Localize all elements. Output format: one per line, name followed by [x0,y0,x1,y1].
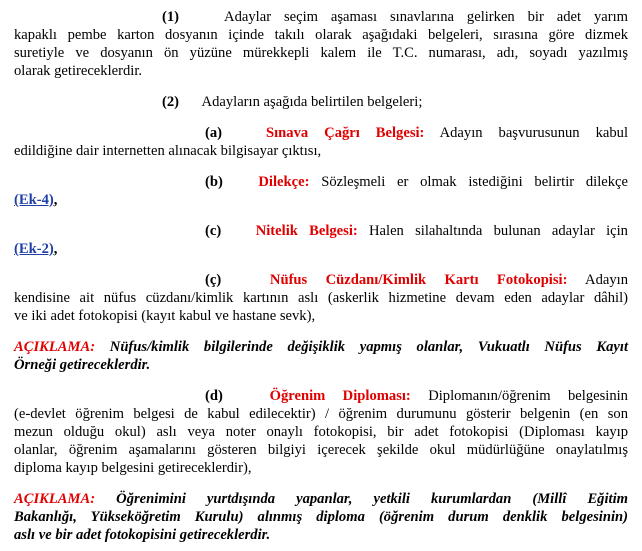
item-d-line-4: olanlar, öğrenim aşamalarını gösteren bilgiyi içerecek şekilde okul müdürlüğüne onaylatılmış [14,442,628,458]
item-a-line-2: edildiğine dair internetten alınacak bilgisayar çıktısı, [14,143,322,159]
paragraph-1-line-2: kapaklı pembe karton dosyanın içinde takılı olarak aşağıdaki belgeleri, sırasına göre dizmek [14,27,628,43]
item-d-line-5: diploma kayıp belgesini getireceklerdir), [14,460,252,476]
item-b-letter: (b) [205,174,223,190]
item-c-text-1: Halen silahaltında bulunan adaylar için [369,223,628,239]
item-d-text-1: Diplomanın/öğrenim belgesinin [428,388,628,404]
ek-4-link[interactable]: (Ek-4) [14,192,54,208]
item-b-line-2 [14,191,628,209]
explanation-2-line-1 [14,490,628,508]
explanation-2-line-3: aslı ve bir adet fotokopisini getireceklerdir. [14,527,271,543]
paragraph-1-line-4: olarak getireceklerdir. [14,63,143,79]
item-c-letter: (c) [205,223,222,239]
explanation-2-label: AÇIKLAMA: [14,491,96,507]
item-cc-line-1 [205,271,628,289]
explanation-1-line-1 [14,338,628,356]
item-cc-line-2: kendisine ait nüfus cüzdanı/kimlik kartının aslı (askerlik hizmetine devam eden adaylar dâhil) [14,290,628,306]
item-cc-letter: (ç) [205,272,222,288]
item-cc-text-1: Adayın [585,272,628,288]
item-c-title: Nitelik Belgesi: [255,223,358,239]
item-d-title: Öğrenim Diploması: [269,388,411,404]
explanation-1-label: AÇIKLAMA: [14,339,96,355]
ek-2-link[interactable]: (Ek-2) [14,241,54,257]
item-a-letter: (a) [205,125,223,141]
paragraph-1-line-1 [162,8,628,26]
item-cc-title: Nüfus Cüzdanı/Kimlik Kartı Fotokopisi: [269,272,568,288]
item-a-title: Sınava Çağrı Belgesi: [266,125,425,141]
item-a-line-1 [205,124,628,142]
item-b-line-1 [205,173,628,191]
item-d-line-2: (e-devlet öğrenim belgesi de kabul edilecektir) / öğrenim durumunu gösterir belgenin (en son [14,406,628,422]
item-c-line-2 [14,240,628,258]
item-b-title: Dilekçe: [258,174,310,190]
paragraph-1-number: (1) [162,9,180,25]
item-c-comma: , [53,241,58,257]
item-a-text-1: Adayın başvurusunun kabul [439,125,628,141]
explanation-1-text-1: Nüfus/kimlik bilgilerinde değişiklik yapmış olanlar, Vukuatlı Nüfus Kayıt [109,339,628,355]
explanation-2-text-1: Öğrenimini yurtdışında yapanlar, yetkili kurumlardan (Millî Eğitim [116,491,628,507]
paragraph-1-text-1: Adaylar seçim aşaması sınavlarına gelirken bir adet yarım [224,9,628,25]
item-b-comma: , [53,192,58,208]
paragraph-2-line-1 [162,93,628,111]
item-c-line-1 [205,222,628,240]
item-d-line-1 [205,387,628,405]
paragraph-2-number: (2) [162,94,180,110]
item-d-line-3: mezun olduğu okul) aslı veya noter onaylı fotokopisi, bir adet fotokopisi (Diploması kayıp [14,424,628,440]
item-d-letter: (d) [205,388,223,404]
item-b-text-1: Sözleşmeli er olmak istediğini belirtir dilekçe [321,174,629,190]
item-cc-line-3: ve iki adet fotokopisi (kayıt kabul ve hastane sevk), [14,308,316,324]
paragraph-1-line-3: suretiyle ve dosyanın ön yüzüne mürekkepli kalem ile T.C. numarası, adı, soyadı yazılmış [14,45,628,61]
explanation-2-line-2: Bakanlığı, Yükseköğretim Kurulu) alınmış diploma (öğrenim durum denklik belgesinin) [14,509,628,525]
paragraph-2-text: Adayların aşağıda belirtilen belgeleri; [201,94,423,110]
explanation-1-line-2: Örneği getireceklerdir. [14,357,151,373]
